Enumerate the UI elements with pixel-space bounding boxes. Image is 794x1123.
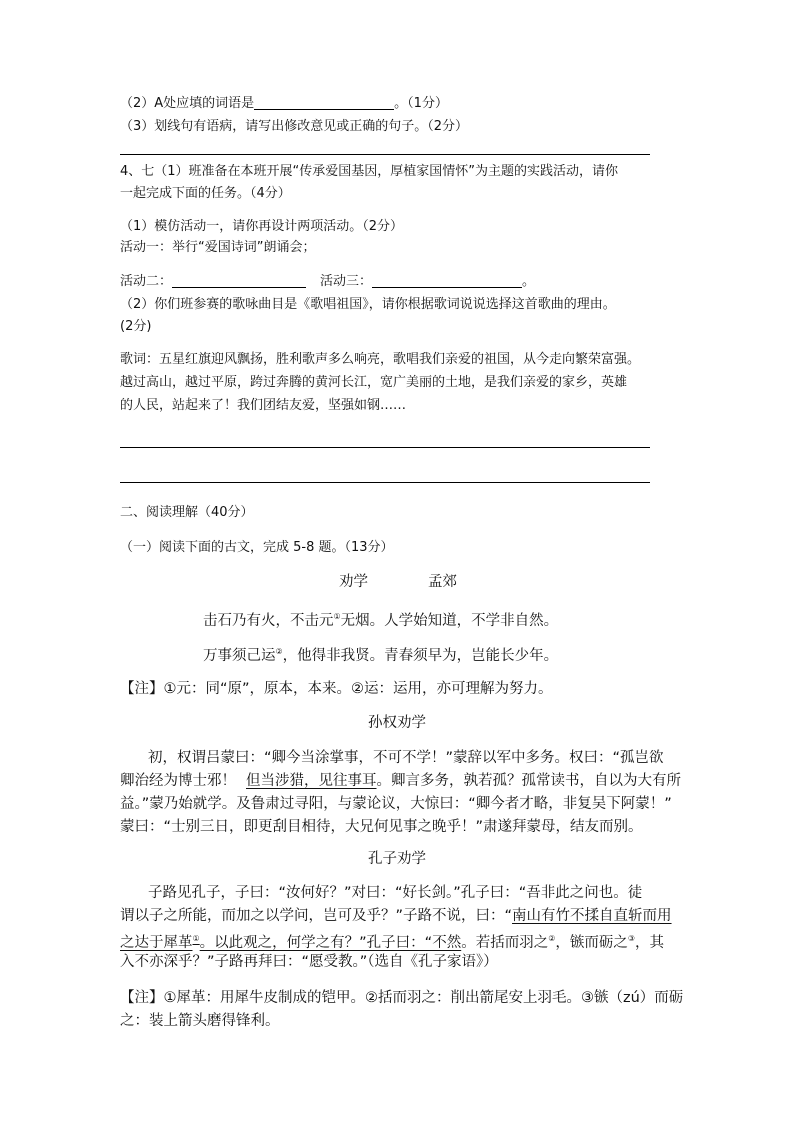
question-2-2: （2）A处应填的词语是 。（1分） bbox=[120, 96, 448, 111]
poem-line-2: 万事须己运②，他得非我贤。青春须早为，岂能长少年。 bbox=[203, 647, 559, 664]
underlined-sentence: 但当涉猎，见往事耳 bbox=[246, 773, 377, 789]
answer-blank-a[interactable] bbox=[254, 95, 394, 110]
text-3-annotation-2: 之：装上箭头磨得锋利。 bbox=[120, 1013, 280, 1029]
section-2-title: 二、阅读理解（40分） bbox=[120, 505, 254, 520]
lyrics-line2: 越过高山，越过平原，跨过奔腾的黄河长江，宽广美丽的土地，是我们亲爱的家乡，英雄 bbox=[120, 375, 628, 390]
text-2-line4: 蒙曰：“士别三日，即更刮目相待，大兄何见事之晚乎！”肃遂拜蒙母，结友而别。 bbox=[120, 819, 643, 835]
text-2-title: 孙权劝学 bbox=[368, 715, 426, 731]
question-2-3: （3）划线句有语病，请写出修改意见或正确的句子。（2分） bbox=[120, 119, 469, 134]
activity-2-blank[interactable] bbox=[172, 273, 306, 288]
poem-author: 孟郊 bbox=[428, 574, 457, 590]
poem-annotation: 【注】①元：同“原”，原本，本来。②运：运用，亦可理解为努力。 bbox=[120, 681, 553, 697]
poem-title: 劝学 bbox=[339, 574, 368, 590]
section-2-part-1: （一）阅读下面的古文，完成 5-8 题。（13分） bbox=[120, 540, 394, 555]
text-3-line3: 之达于犀革①。以此观之，何学之有？”孔子曰：“不然。若括而羽之②，镞而砺之③，其 bbox=[120, 934, 665, 951]
text-3-line1: 子路见孔子，子曰：“汝何好？”对曰：“好长剑。”孔子曰：“吾非此之问也。徒 bbox=[148, 885, 643, 901]
answer-line[interactable] bbox=[120, 482, 650, 483]
text-3-annotation-1: 【注】①犀革：用犀牛皮制成的铠甲。②括而羽之：削出箭尾安上羽毛。③镞（zú）而砺 bbox=[120, 990, 684, 1006]
activity-3-blank[interactable] bbox=[372, 273, 522, 288]
underlined-sentence: 南山有竹不揉自直斩而用 bbox=[512, 908, 672, 924]
question-4-sub2-line2: (2分) bbox=[120, 319, 152, 334]
activity-1: 活动一：举行“爱国诗词”朗诵会； bbox=[120, 240, 316, 255]
text-3-line2: 谓以子之所能，而加之以学问，岂可及乎？”子路不说，曰：“南山有竹不揉自直斩而用 bbox=[120, 908, 672, 924]
question-4-line2: 一起完成下面的任务。（4分） bbox=[120, 186, 291, 201]
lyrics-line3: 的人民，站起来了！我们团结友爱，坚强如钢…… bbox=[120, 398, 407, 413]
question-4-sub2-line1: （2）你们班参赛的歌咏曲目是《歌唱祖国》，请你根据歌词说说选择这首歌曲的理由。 bbox=[120, 297, 616, 312]
question-4-sub1: （1）模仿活动一，请你再设计两项活动。（2分） bbox=[120, 219, 404, 234]
poem-line-1: 击石乃有火，不击元①无烟。人学始知道，不学非自然。 bbox=[203, 612, 559, 629]
lyrics-line1: 歌词：五星红旗迎风飘扬，胜利歌声多么响亮，歌唱我们亲爱的祖国，从今走向繁荣富强。 bbox=[120, 352, 641, 367]
text-3-title: 孔子劝学 bbox=[368, 851, 426, 867]
text-2-line3: 益。”蒙乃始就学。及鲁肃过寻阳，与蒙论议，大惊曰：“卿今者才略，非复吴下阿蒙！” bbox=[120, 796, 672, 812]
text-3-line4: 入不亦深乎？”子路再拜曰：“愿受教。”（选自《孔子家语》） bbox=[120, 954, 498, 970]
answer-line[interactable] bbox=[120, 154, 650, 155]
activity-2-3-row: 活动二： 活动三： 。 bbox=[120, 274, 536, 289]
answer-line[interactable] bbox=[120, 447, 650, 448]
text-2-line1: 初，权谓吕蒙曰：“卿今当涂掌事，不可不学！”蒙辞以军中多务。权曰：“孤岂欲 bbox=[148, 750, 664, 766]
text-2-line2: 卿治经为博士邪！ 但当涉猎，见往事耳。卿言多务，孰若孤？孤常读书，自以为大有所 bbox=[120, 773, 681, 789]
question-4-line1: 4、七（1）班准备在本班开展“传承爱国基因，厚植家国情怀”为主题的实践活动，请你 bbox=[120, 164, 619, 179]
